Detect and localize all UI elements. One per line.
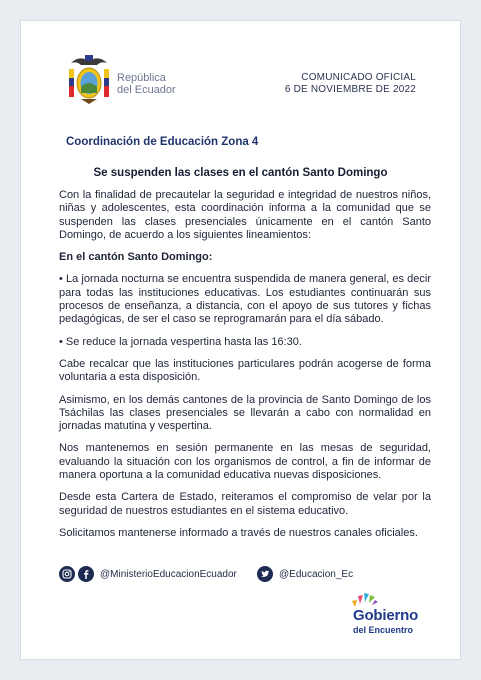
gobierno-sub: del Encuentro [353,625,414,635]
ecuador-coat-of-arms-icon [67,53,111,105]
handle-ministerio[interactable]: @MinisterioEducacionEcuador [100,568,237,580]
paragraph-sesion: Nos mantenemos en sesión permanente en las mesas de seguridad, evaluando la situación con los organismos de control, a fin de informar de manera oportuna a la comunidad educativa nuevas disposiciones. [59,442,431,482]
gobierno-logo [331,589,441,649]
paragraph-otros-cantones: Asimismo, en los demás cantones de la provincia de Santo Domingo de los Tsáchilas las clases presenciales se llevarán a cabo con normalidad en jornadas matutina y vespertina. [59,393,431,433]
paragraph-canales: Solicitamos mantenerse informado a través de nuestros canales oficiales. [59,526,418,539]
instagram-icon[interactable] [59,566,75,582]
comunicado-block [285,72,416,96]
gobierno-word: Gobierno [353,607,419,624]
document-page [20,20,461,660]
republic-label [117,72,176,96]
social-footer [59,566,431,590]
header [21,21,460,131]
republic-line2: del Ecuador [117,84,176,96]
twitter-icon[interactable] [257,566,273,582]
bullet-nocturna: • La jornada nocturna se encuentra suspendida de manera general, es decir para todas las instituciones educativas. Los estudiantes continuarán sus procesos de enseñanza, a distancia, con el apoyo de sus tutores y fichas pedagógicas, de ser el caso se reprogramarán para el día sábado. [59,273,431,326]
handle-educacion[interactable]: @Educacion_Ec [279,568,354,580]
republic-line1: República [117,72,166,84]
document-title: Se suspenden las clases en el cantón Santo Domingo [93,167,388,179]
paragraph-intro: Con la finalidad de precautelar la seguridad e integridad de nuestros niños, niñas y adolescentes, esta coordinación informa a la comunidad que se suspenden las clases presenciales únicamente en el cantón Santo Domingo, de acuerdo a los siguientes lineamientos: [59,189,431,241]
document-body [59,189,431,549]
bullet-vespertina: • Se reduce la jornada vespertina hasta las 16:30. [59,335,302,348]
paragraph-subhead: En el cantón Santo Domingo: [59,251,213,264]
coordination-heading: Coordinación de Educación Zona 4 [66,136,259,148]
comunicado-date: 6 DE NOVIEMBRE DE 2022 [284,84,416,95]
social-left-group [59,566,237,582]
facebook-icon[interactable] [78,566,94,582]
social-right-group [257,566,353,582]
paragraph-compromiso: Desde esta Cartera de Estado, reiteramos el compromiso de velar por la seguridad de nuestros estudiantes en el sistema educativo. [59,491,431,517]
comunicado-label: COMUNICADO OFICIAL [301,72,416,83]
paragraph-particulares: Cabe recalcar que las instituciones particulares podrán acogerse de forma voluntaria a esta disposición. [59,357,431,384]
